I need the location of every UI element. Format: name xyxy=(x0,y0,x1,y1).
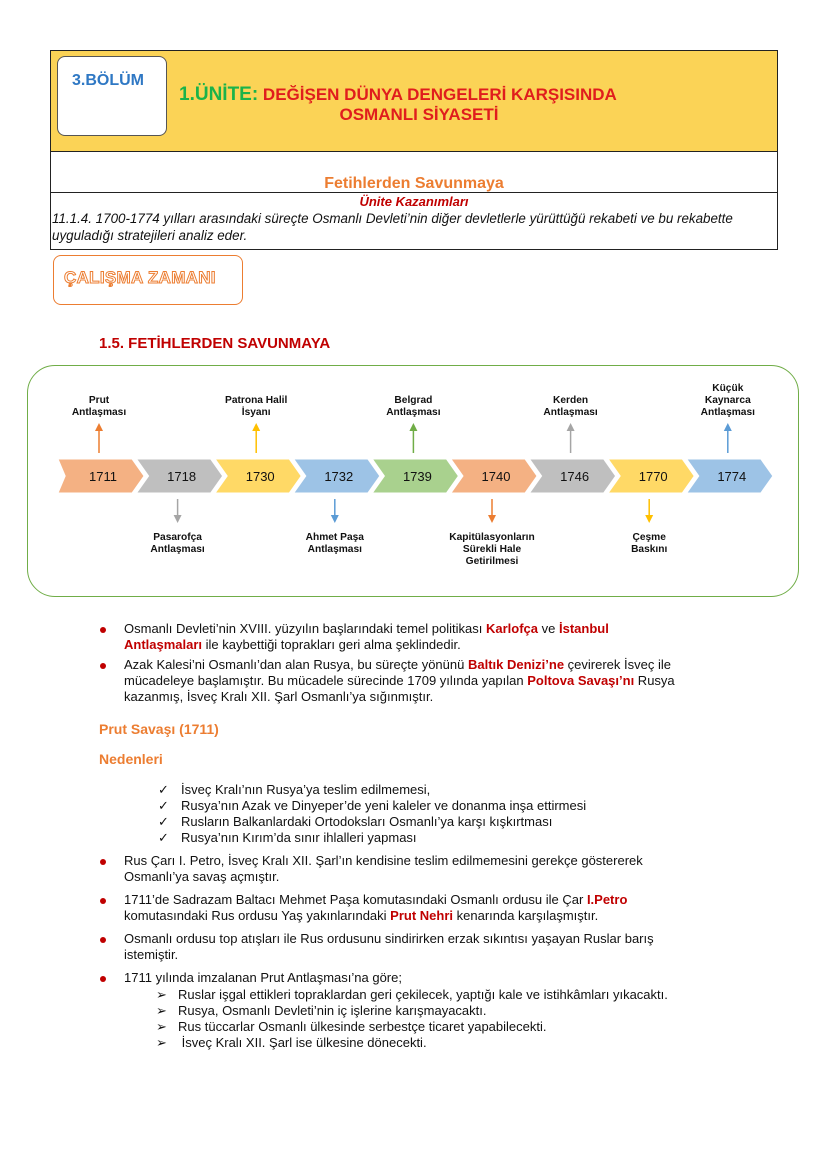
bullet-dot xyxy=(100,976,106,982)
intro-bullet-2-line-1 xyxy=(124,657,671,673)
timeline-arrowhead-1718 xyxy=(174,515,182,523)
prut-bullet-1-line-2: Osmanlı’ya savaş açmıştır. xyxy=(124,869,280,884)
timeline-event-1732 xyxy=(275,532,395,556)
timeline-year-1774: 1774 xyxy=(717,469,747,484)
timeline-event-1711 xyxy=(39,395,159,419)
study-time-label: ÇALIŞMA ZAMANI xyxy=(64,268,216,287)
unit-header-box xyxy=(50,50,778,250)
bullet-dot xyxy=(100,898,106,904)
text-run: mücadeleye başlamıştır. Bu mücadele sürecinde 1709 yılında yapılan xyxy=(124,673,528,688)
intro-bullet-2-line-2 xyxy=(124,673,675,689)
unit-header-banner xyxy=(51,51,777,152)
highlight-istanbul: İstanbul xyxy=(558,621,609,636)
unit-title-line-1: DEĞİŞEN DÜNYA DENGELERİ KARŞISINDA xyxy=(262,85,617,104)
cause-item: İsveç Kralı’nın Rusya’ya teslim edilmemesi, xyxy=(181,782,431,797)
timeline-arrowhead-1730 xyxy=(252,423,260,431)
text-run: Rusya xyxy=(634,673,675,688)
cause-item: Rusların Balkanlardaki Ortodoksları Osmanlı’ya karşı kışkırtması xyxy=(181,814,553,829)
check-icon: ✓ xyxy=(158,814,169,829)
highlight-petro: I.Petro xyxy=(586,892,628,907)
timeline-year-1711: 1711 xyxy=(89,469,117,484)
highlight-antlasmalari: Antlaşmaları xyxy=(124,637,203,652)
bullet-dot xyxy=(100,663,106,669)
objectives-label: Ünite Kazanımları xyxy=(51,192,777,209)
highlight-prut-nehri: Prut Nehri xyxy=(390,908,454,923)
causes-heading: Nedenleri xyxy=(99,751,163,767)
treaty-term: İsveç Kralı XII. Şarl ise ülkesine dönecekti. xyxy=(178,1035,427,1050)
check-icon: ✓ xyxy=(158,782,169,797)
bullet-dot xyxy=(100,627,106,633)
timeline-event-line: İsyanı xyxy=(241,407,271,418)
cause-item: Rusya’nın Azak ve Dinyeper’de yeni kaleler ve donanma inşa ettirmesi xyxy=(181,798,587,813)
prut-bullet-4: 1711 yılında imzalanan Prut Antlaşması’na göre; xyxy=(124,970,402,985)
timeline-event-line: Kapitülasyonların xyxy=(449,532,535,543)
unit-number: 1.ÜNİTE: xyxy=(179,84,259,105)
unit-objectives xyxy=(51,152,777,249)
timeline-arrowhead-1770 xyxy=(645,515,653,523)
timeline-year-1718: 1718 xyxy=(167,469,197,484)
intro-bullet-2-line-3: kazanmış, İsveç Kralı XII. Şarl Osmanlı’ya sığınmıştır. xyxy=(124,689,434,704)
highlight-karlofca: Karlofça xyxy=(485,621,539,636)
timeline-year-1730: 1730 xyxy=(245,469,275,484)
text-run: çevirerek İsveç ile xyxy=(564,657,671,672)
timeline-event-line: Prut xyxy=(88,395,110,406)
prut-heading: Prut Savaşı (1711) xyxy=(99,721,219,737)
timeline-event-line: Kaynarca xyxy=(704,395,751,406)
prut-bullet-2-line-1 xyxy=(124,892,627,908)
timeline-event-line: Antlaşması xyxy=(150,544,205,555)
prut-bullet-3-line-1: Osmanlı ordusu top atışları ile Rus ordusunu sindirirken erzak sıkıntısı yaşayan Ruslar barış xyxy=(124,931,654,946)
timeline-event-line: Ahmet Paşa xyxy=(305,532,364,543)
text-run: 1711’de Sadrazam Baltacı Mehmet Paşa komutasındaki Osmanlı ordusu ile Çar xyxy=(124,892,587,907)
chapter-badge xyxy=(57,56,167,136)
study-time-badge xyxy=(53,255,243,305)
timeline-year-1739: 1739 xyxy=(402,469,432,484)
timeline-arrowhead-1774 xyxy=(724,423,732,431)
timeline-year-1770: 1770 xyxy=(638,469,668,484)
arrow-bullet-icon: ➢ xyxy=(156,1019,167,1034)
prut-bullet-1-line-1: Rus Çarı I. Petro, İsveç Kralı XII. Şarl’ın kendisine teslim edilmemesini gerekçe göstererek xyxy=(124,853,643,868)
objectives-text: 11.1.4. 1700-1774 yılları arasındaki süreçte Osmanlı Devleti’nin diğer devletlerle yürüttüğü rekabeti ve bu rekabette uyguladığı stratejileri analiz eder. xyxy=(52,211,733,243)
cause-item: Rusya’nın Kırım’da sınır ihlalleri yapması xyxy=(181,830,417,845)
timeline-arrowhead-1739 xyxy=(409,423,417,431)
text-run: ile kaybettiği toprakları geri alma şeklindedir. xyxy=(202,637,461,652)
section-title: 1.5. FETİHLERDEN SAVUNMAYA xyxy=(99,335,331,352)
text-run: komutasındaki Rus ordusu Yaş yakınlarındaki xyxy=(124,908,391,923)
treaty-term: Rusya, Osmanlı Devleti’nin iç işlerine karışmayacaktı. xyxy=(178,1003,487,1018)
timeline-event-line: Antlaşması xyxy=(386,407,441,418)
arrow-bullet-icon: ➢ xyxy=(156,1003,167,1018)
timeline-event-line: Belgrad xyxy=(394,395,433,406)
timeline-event-line: Sürekli Hale xyxy=(462,544,522,555)
intro-bullet-1-line-2 xyxy=(124,637,461,653)
timeline-event-line: Antlaşması xyxy=(543,407,598,418)
timeline-event-line: Antlaşması xyxy=(71,407,127,418)
unit-title-line-2: OSMANLI SİYASETİ xyxy=(339,105,499,124)
timeline-arrowhead-1746 xyxy=(567,423,575,431)
timeline-event-1739 xyxy=(353,395,473,419)
prut-bullet-3-line-2: istemiştir. xyxy=(124,947,179,962)
timeline-arrowhead-1740 xyxy=(488,515,496,523)
treaty-term: Rus tüccarlar Osmanlı ülkesinde serbestçe ticaret yapabilecekti. xyxy=(178,1019,547,1034)
bullet-dot xyxy=(100,937,106,943)
treaty-term: Ruslar işgal ettikleri topraklardan geri çekilecek, yaptığı kale ve istihkâmları yıkacaktı. xyxy=(178,987,668,1002)
highlight-poltova: Poltova Savaşı’nı xyxy=(527,673,635,688)
timeline-event-line: Antlaşması xyxy=(307,544,362,555)
timeline-event-1718 xyxy=(118,532,238,556)
timeline-event-1730 xyxy=(196,395,316,419)
chapter-label: 3.BÖLÜM xyxy=(72,72,144,89)
timeline-event-line: Antlaşması xyxy=(700,407,755,418)
timeline-arrowhead-1732 xyxy=(331,515,339,523)
timeline-year-1746: 1746 xyxy=(560,469,590,484)
text-run: ve xyxy=(538,621,559,636)
arrow-bullet-icon: ➢ xyxy=(156,1035,167,1050)
unit-title xyxy=(179,85,779,125)
timeline-event-1746 xyxy=(511,395,631,419)
highlight-baltik: Baltık Denizi’ne xyxy=(467,657,565,672)
arrow-bullet-icon: ➢ xyxy=(156,987,167,1002)
text-run: Azak Kalesi’ni Osmanlı’dan alan Rusya, bu süreçte yönünü xyxy=(124,657,468,672)
timeline-event-1740 xyxy=(432,532,552,568)
timeline-event-line: Çeşme xyxy=(632,532,666,543)
check-icon: ✓ xyxy=(158,830,169,845)
bullet-dot xyxy=(100,859,106,865)
timeline-diagram xyxy=(27,365,799,597)
timeline-event-line: Patrona Halil xyxy=(225,395,288,406)
timeline-event-line: Pasarofça xyxy=(153,532,202,543)
intro-bullet-1-line-1 xyxy=(124,621,609,637)
timeline-year-1732: 1732 xyxy=(324,469,354,484)
prut-bullet-2-line-2 xyxy=(124,908,598,924)
timeline-arrowhead-1711 xyxy=(95,423,103,431)
timeline-year-1740: 1740 xyxy=(481,469,511,484)
timeline-event-1770 xyxy=(589,532,709,556)
timeline-event-line: Kerden xyxy=(553,395,589,406)
text-run: Osmanlı Devleti’nin XVIII. yüzyılın başlarındaki temel politikası xyxy=(124,621,486,636)
text-run: kenarında karşılaşmıştır. xyxy=(453,908,599,923)
timeline-event-line: Getirilmesi xyxy=(465,556,519,567)
timeline-event-1774 xyxy=(668,383,788,419)
timeline-event-line: Baskını xyxy=(631,544,668,555)
timeline-event-line: Küçük xyxy=(712,383,744,394)
check-icon: ✓ xyxy=(158,798,169,813)
subtitle: Fetihlerden Savunmaya xyxy=(324,175,504,192)
